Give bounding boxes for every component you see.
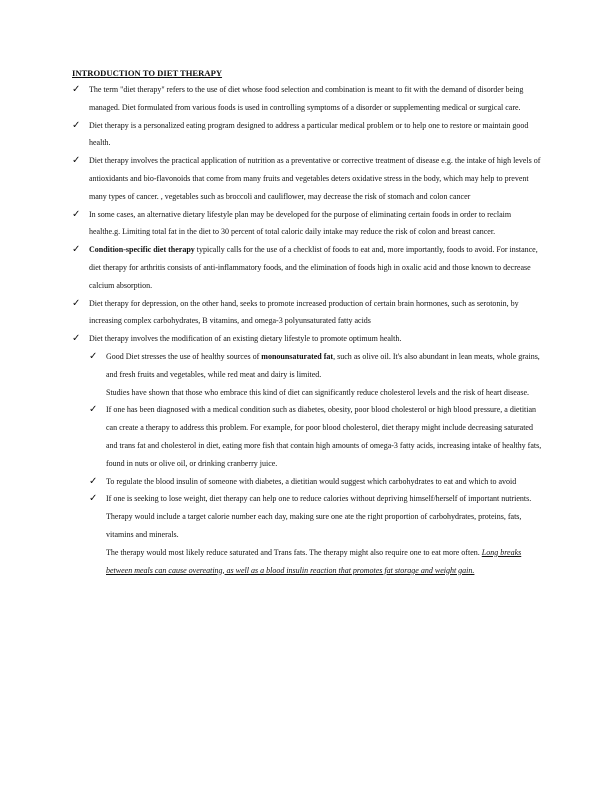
sub-bullet-text: If one is seeking to lose weight, diet therapy can help one to reduce calories without depriving himself/herself of important nutrients. Therapy would include a target calorie number each day, making sure one ate the right proportion of carbohydrates, proteins, fats, vitamins and minerals. <box>106 494 532 539</box>
checkmark-icon: ✓ <box>72 333 81 345</box>
sub-bullet-text: To regulate the blood insulin of someone with diabetes, a dietitian would suggest which carbohydrates to eat and which to avoid <box>106 476 517 486</box>
bullet-bold-term: Condition-specific diet therapy <box>89 245 195 255</box>
checkmark-icon: ✓ <box>72 84 81 95</box>
bullet-list <box>72 81 542 579</box>
sub-bullet-item <box>72 348 542 401</box>
bullet-text: Diet therapy involves the modification of an existing dietary lifestyle to promote optimum health. <box>89 334 402 344</box>
sub-bullet-paragraph: Studies have shown that those who embrace this kind of diet can significantly reduce cholesterol levels and the risk of heart disease. <box>106 387 529 397</box>
checkmark-icon: ✓ <box>72 297 81 309</box>
bullet-text: In some cases, an alternative dietary lifestyle plan may be developed for the purpose of eliminating certain foods in order to reclaim healthe.g. Limiting total fat in the diet to 30 percent of total caloric daily intake may reduce the risk of colon and breast cancer. <box>89 209 512 237</box>
bullet-item <box>72 117 542 153</box>
sub-bullet-text: , such as olive oil. It's also abundant in lean meats, whole grains, and fresh fruits and vegetables, while red meat and dairy is limited. <box>106 351 540 379</box>
bullet-text: typically calls for the use of a checklist of foods to eat and, more importantly, foods to avoid. For instance, diet therapy for arthritis consists of anti-inflammatory foods, and the elimination of foods high in oxalic acid and those known to decrease calcium absorption. <box>89 245 538 290</box>
sub-bullet-bold-term: monounsaturated fat <box>261 351 334 361</box>
sub-bullet-text: The therapy would most likely reduce saturated and Trans fats. The therapy might also require one to eat more often. <box>106 547 482 557</box>
sub-bullet-text: If one has been diagnosed with a medical condition such as diabetes, obesity, poor blood cholesterol or high blood pressure, a dietitian can create a therapy to address this problem. For example, for poor blood cholesterol, diet therapy might include decreasing saturated and trans fat and cholesterol in diet, eating more fish that contain high amounts of omega-3 fatty acids, increasing intake of healthy fats, found in nuts or olive oil, or drinking cranberry juice. <box>106 405 542 468</box>
checkmark-icon: ✓ <box>72 119 81 131</box>
sub-bullet-item <box>72 473 542 491</box>
checkmark-icon: ✓ <box>72 155 81 167</box>
bullet-item <box>72 206 542 242</box>
checkmark-icon: ✓ <box>72 244 81 256</box>
checkmark-icon: ✓ <box>89 350 98 362</box>
bullet-item <box>72 152 542 205</box>
sub-bullet-item <box>72 401 542 472</box>
bullet-item <box>72 81 542 117</box>
bullet-text: The term "diet therapy" refers to the use of diet whose food selection and combination is meant to fit with the demand of disorder being managed. Diet formulated from various foods is used in controlling symptoms of a disorder or supplementing medical or surgical care. <box>89 85 524 112</box>
checkmark-icon: ✓ <box>89 404 98 416</box>
bullet-text: Diet therapy involves the practical application of nutrition as a preventative or corrective treatment of disease e.g. the intake of high levels of antioxidants and bio-flavonoids that come from many fruits and vegetables deters oxidative stress in the body, which may help to prevent many types of cancer. , vegetables such as broccoli and cauliflower, may decrease the risk of stomach and colon cancer <box>89 156 541 201</box>
bullet-text: Diet therapy is a personalized eating program designed to address a particular medical problem or to help one to restore or maintain good health. <box>89 120 529 148</box>
sub-bullet-paragraph <box>106 544 542 580</box>
sub-bullet-item <box>72 490 542 579</box>
underlined-italic-text: Long breaks between meals can cause overeating, as well as a blood insulin reaction that promotes fat storage and weight gain. <box>106 547 522 575</box>
sub-bullet-text: Good Diet stresses the use of healthy sources of <box>106 351 262 361</box>
checkmark-icon: ✓ <box>89 493 98 505</box>
checkmark-icon: ✓ <box>89 475 98 487</box>
bullet-item <box>72 241 542 294</box>
bullet-item <box>72 295 542 331</box>
checkmark-icon: ✓ <box>72 208 81 220</box>
page-title: INTRODUCTION TO DIET THERAPY <box>72 68 223 78</box>
bullet-item <box>72 330 542 348</box>
bullet-text: Diet therapy for depression, on the other hand, seeks to promote increased production of certain brain hormones, such as serotonin, by increasing complex carbohydrates, B vitamins, and omega-3 polyunsaturated fatty acids <box>89 298 519 326</box>
